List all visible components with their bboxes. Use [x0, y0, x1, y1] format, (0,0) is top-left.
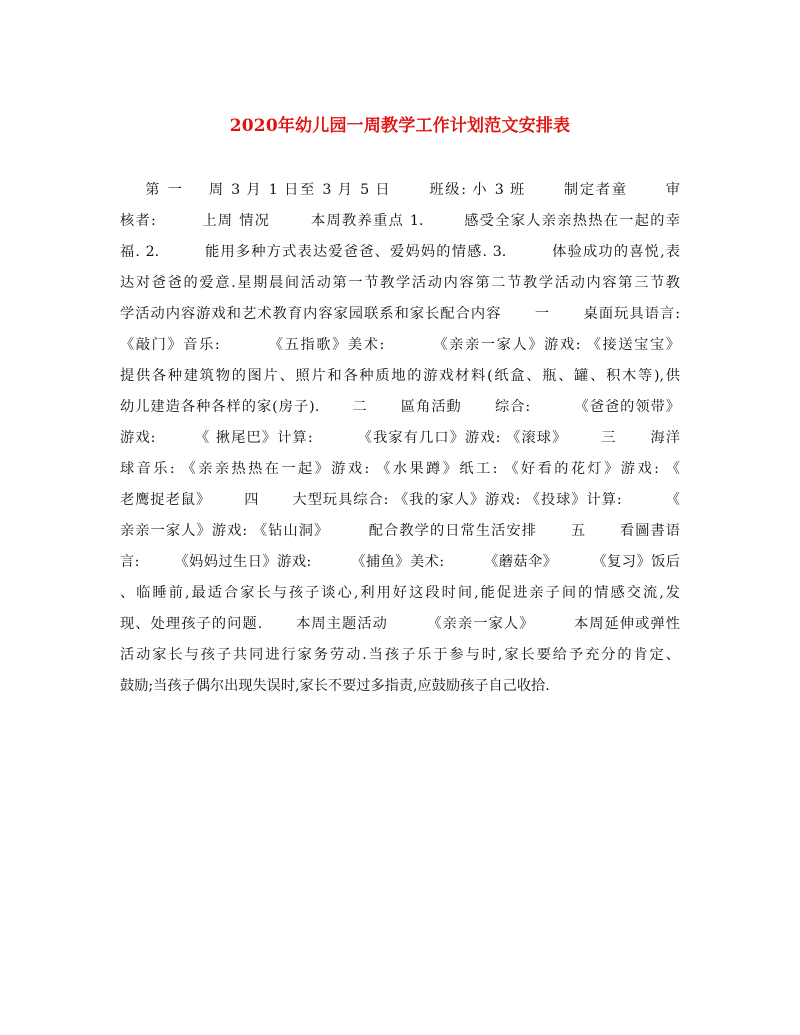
document-title: 2020年幼儿园一周教学工作计划范文安排表: [229, 116, 571, 136]
body-line: 提供各种建筑物的图片、照片和各种质地的游戏材料(纸盒、瓶、罐、积木等),供: [120, 368, 680, 384]
body-line: 核者: 上周 情况 本周教养重点 1. 感受全家人亲亲热热在一起的幸: [120, 213, 680, 229]
body-line: 球音乐: 《亲亲热热在一起》游戏: 《水果蹲》纸工: 《好看的花灯》游戏: 《: [120, 461, 680, 477]
body-line: 游戏: 《 揪尾巴》计算: 《我家有几口》游戏: 《滚球》 三 海洋: [120, 430, 680, 446]
body-line: 、临睡前,最适合家长与孩子谈心,利用好这段时间,能促进亲子间的情感交流,发: [120, 585, 680, 601]
body-line: 亲亲一家人》游戏: 《钻山洞》 配合教学的日常生活安排 五 看圖書语: [120, 523, 680, 539]
document-body: [120, 175, 680, 702]
body-line: 现、处理孩子的问题. 本周主题活动 《亲亲一家人》 本周延伸或弹性: [120, 616, 680, 632]
body-line: 第 一 周 3 月 1 日至 3 月 5 日 班级: 小 3 班 制定者童 审: [120, 182, 680, 198]
body-line: 言: 《妈妈过生日》游戏: 《捕鱼》美术: 《蘑菇伞》 《复习》饭后: [120, 554, 680, 570]
body-line: 学活动内容游戏和艺术教育内容家园联系和家长配合内容 一 桌面玩具语言:: [120, 306, 680, 322]
body-line: 《敲门》音乐: 《五指歌》美术: 《亲亲一家人》游戏: 《接送宝宝》: [120, 337, 680, 353]
body-line: 活动家长与孩子共同进行家务劳动.当孩子乐于参与时,家长要给予充分的肯定、: [120, 647, 680, 663]
body-line: 达对爸爸的爱意.星期晨间活动第一节教学活动内容第二节教学活动内容第三节教: [120, 275, 680, 291]
body-line: 老鹰捉老鼠》 四 大型玩具综合: 《我的家人》游戏: 《投球》计算: 《: [120, 492, 680, 508]
body-line: 鼓励;当孩子偶尔出现失误时,家长不要过多指责,应鼓励孩子自己收拾.: [120, 678, 550, 694]
body-line: 幼儿建造各种各样的家(房子). 二 區角活動 综合: 《爸爸的领带》: [120, 399, 680, 415]
body-line: 福. 2. 能用多种方式表达爱爸爸、爱妈妈的情感. 3. 体验成功的喜悦,表: [120, 244, 680, 260]
